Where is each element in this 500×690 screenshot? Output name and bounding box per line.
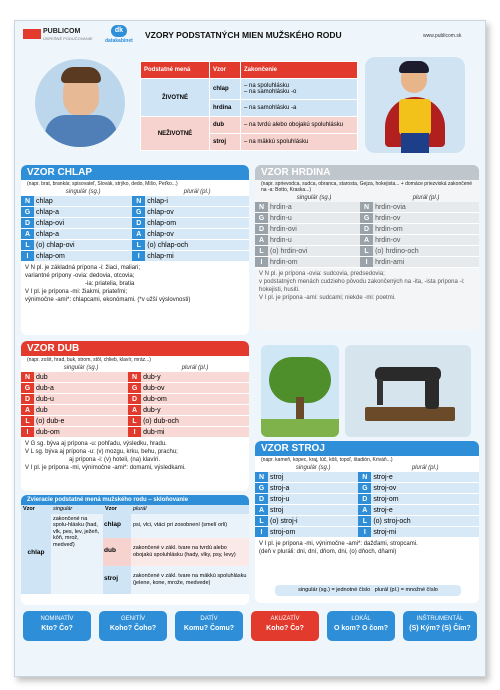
table-row: G chlap-a G chlap-ov [21, 207, 249, 218]
table-row: L (o) stroj-i L (o) stroj-och [255, 516, 479, 527]
dub-declension-table [21, 364, 249, 438]
group-zivotne: ŽIVOTNÉ [141, 79, 210, 117]
hrdina-note: (napr. sprievodca, sudca, obranca, starosta, Gejza, hokejista... + domáce priezviská zakončené na -a: Botto, Kraska...) [261, 181, 473, 193]
chlap-pl-header: plurál (pl.) [183, 189, 211, 195]
table-row: L (o) hrdin-ovi L (o) hrdino-och [255, 246, 479, 257]
zvieracie-sg-text: zakončené na spolu-hlásku (had, vlk, pes, lev, ježeň, kôň, mrož, medveď) [51, 514, 103, 594]
number-legend: singulár (sg.) = jednotné číslo plurál (pl.) = množné číslo [275, 585, 461, 596]
superhero-picture [365, 57, 465, 153]
table-row: I dub-om I dub-mi [21, 427, 249, 438]
hrdina-title: VZOR HRDINA [255, 165, 479, 180]
table-row: L (o) chlap-ovi L (o) chlap-och [21, 240, 249, 251]
table-row: A dub A dub-y [21, 405, 249, 416]
table-row: I stroj-om I stroj-mi [255, 527, 479, 538]
dub-sg-header: singulár (sg.) [63, 365, 99, 371]
col-header-podstatne: Podstatné mená [141, 62, 210, 79]
zvieracie-table: Vzor singulár Vzor plurál chlap zakončené na spolu-hlásku (had, vlk, pes, lev, ježeň, kôň, mrož, medveď) chlap psi, vlci, vtáci pri zosobnení (smelí orli) dub zakončené v zákl. tvare na tvrdú alebo obojakú spoluhlásku (hady, vlky, psy, levy) stroj zakončené v zákl. tvare na mäkkú spoluhlásku (jelene, kone, mrože, medvede) [21, 505, 249, 594]
vzor-hrdina-cell: hrdina [210, 100, 241, 117]
zvieracie-title: Zvieracie podstatné mená mužského rodu – skloňovanie [21, 495, 249, 505]
stroj-title: VZOR STROJ [255, 441, 479, 456]
end-stroj-cell: – na mäkkú spoluhlásku [241, 134, 358, 151]
table-row: G stroj-a G stroj-ov [255, 483, 479, 494]
stroj-sg-header: singulár (sg.) [295, 465, 331, 471]
tab-akuzativ[interactable]: AKUZATÍV Koho? Čo? [251, 611, 319, 641]
dub-title: VZOR DUB [21, 341, 249, 356]
group-nezivotne: NEŽIVOTNÉ [141, 117, 210, 151]
panel-hrdina [255, 165, 479, 330]
table-row: D chlap-ovi D chlap-om [21, 218, 249, 229]
table-row: L (o) dub-e L (o) dub-och [21, 416, 249, 427]
sewing-machine-picture [345, 345, 471, 437]
tree-picture [261, 345, 339, 437]
publicom-logo-icon [23, 29, 41, 39]
vzor-chlap-cell: chlap [210, 79, 241, 100]
table-row: I hrdin-om I hrdin-ami [255, 257, 479, 268]
stroj-declension-table [255, 464, 479, 538]
table-row: D hrdin-ovi D hrdin-om [255, 224, 479, 235]
end-dub-cell: – na tvrdú alebo obojakú spoluhlásku [241, 117, 358, 134]
chlap-title: VZOR CHLAP [21, 165, 249, 180]
hrdina-declension-table [255, 194, 479, 268]
table-row: I chlap-om I chlap-mi [21, 251, 249, 262]
table-row: N chlap N chlap-i [21, 196, 249, 207]
dub-rules: V G sg. býva aj prípona -u: pohľadu, výsledku, hradu. V L sg. býva aj prípona -u: (v) mozgu, krku, behu, prachu; aj prípona -i: (v) hoteli, (na) klavíri. V I pl. je prípona -mi, výnimočne -ami*: domami, výsledkami. [25, 441, 186, 471]
chlap-declension-table [21, 188, 249, 262]
panel-dub [21, 341, 249, 491]
chlap-sg-header: singulár (sg.) [65, 189, 101, 195]
site-url[interactable]: www.publicom.sk [423, 33, 462, 39]
chlap-rules: V N pl. je základná prípona -i: žiaci, maliari; variantné prípony -ovia: dedovia, otcovia; -ia: priatelia, bratia V I pl. je prípona -mi: žiakmi, priateľmi; výnimočne -ami*: chlapcami, ekonómami. (*v užší výslovnosti) [25, 265, 191, 303]
table-row: N dub N dub-y [21, 372, 249, 383]
table-row: G hrdin-u G hrdin-ov [255, 213, 479, 224]
stroj-rules: V I pl. je prípona -mi, výnimočne -ami*: dažďami, stropcami. (deň v pluráli: dni, dní, dňom, dni, (o) dňoch, dňami) [259, 541, 418, 555]
col-header-zakoncenie: Zakončenie [241, 62, 358, 79]
col-header-vzor: Vzor [210, 62, 241, 79]
brand-name: PUBLICOM [43, 28, 81, 35]
hrdina-pl-header: plurál (pl.) [412, 195, 440, 201]
panel-chlap [21, 165, 249, 335]
table-row: N hrdin-a N hrdin-ovia [255, 202, 479, 213]
tab-nominativ[interactable]: NOMINATÍV Kto? Čo? [23, 611, 91, 641]
datakabinet-text: datakabinet [105, 38, 133, 44]
hrdina-sg-header: singulár (sg.) [296, 195, 332, 201]
tab-genitiv[interactable]: GENITÍV Koho? Čoho? [99, 611, 167, 641]
end-hrdina-cell: – na samohlásku -a [241, 100, 358, 117]
overview-table [140, 61, 358, 151]
dub-pl-header: plurál (pl.) [181, 365, 209, 371]
table-row: D dub-u D dub-om [21, 394, 249, 405]
dub-note: (napr. zošit, hrad, buk, strom, stôl, chlieb, klavír, mráz...) [27, 357, 151, 363]
end-chlap-cell: – na spoluhlásku – na samohlásku -o [241, 79, 358, 100]
brand-subtitle: ÚSPEŠNÉ PODUČOVANIE [43, 36, 93, 41]
vzor-dub-cell: dub [210, 117, 241, 134]
table-row: A chlap-a A chlap-ov [21, 229, 249, 240]
page-title: VZORY PODSTATNÝCH MIEN MUŽSKÉHO RODU [145, 30, 342, 40]
chlap-note: (napr. brat, brankár, spisovateľ, Slovák, strýko, dedo, Mišo, Peťko...) [27, 181, 178, 187]
panel-stroj [255, 441, 479, 603]
zvieracie-sg-vzor: chlap [21, 514, 51, 594]
table-row: D stroj-u D stroj-om [255, 494, 479, 505]
man-photo [35, 59, 125, 147]
tab-dativ[interactable]: DATÍV Komu? Čomu? [175, 611, 243, 641]
panel-zvieracie [21, 495, 249, 605]
datakabinet-logo-icon: dk [111, 25, 127, 37]
tab-lokal[interactable]: LOKÁL O kom? O čom? [327, 611, 395, 641]
stroj-pl-header: plurál (pl.) [411, 465, 439, 471]
stroj-note: (napr. kameň, kopec, kraj, lúč, kôš, topoľ, štadión, Kriváň...) [261, 457, 393, 463]
table-row: N stroj N stroj-e [255, 472, 479, 483]
table-row: A hrdin-u A hrdin-ov [255, 235, 479, 246]
poster [14, 20, 486, 677]
table-row: G dub-a G dub-ov [21, 383, 249, 394]
vzor-stroj-cell: stroj [210, 134, 241, 151]
table-row: A stroj A stroj-e [255, 505, 479, 516]
tab-instrumental[interactable]: INŠTRUMENTÁL (S) Kým? (S) Čím? [403, 611, 477, 641]
hrdina-rules: V N pl. je prípona -ovia: sudcovia, predsedovia; v podstatných menách cudzieho pôvodu zakončených na -ita, -ista prípona -i: hokejisti, husiti. V I pl. je prípona -ami: sudcami; niekde -mi: poetmi. [259, 271, 465, 301]
